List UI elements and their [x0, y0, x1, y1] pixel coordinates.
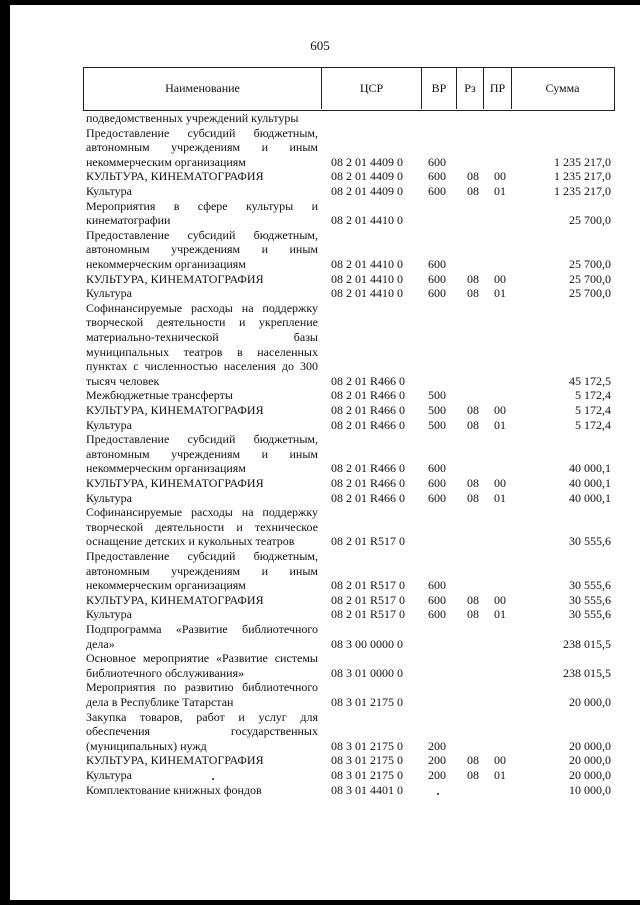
row-name	[86, 476, 318, 491]
row-vr: 200	[428, 738, 446, 753]
row-sum: 45 172,5	[569, 373, 611, 388]
row-sum: 20 000,0	[569, 738, 611, 753]
row-name	[86, 403, 318, 418]
table-row	[0, 228, 640, 272]
row-name	[86, 432, 318, 476]
row-sum: 1 235 217,0	[554, 154, 611, 169]
row-name-line: творческой деятельности и техническое	[86, 519, 318, 534]
row-csr: 08 2 01 R466 0	[331, 490, 406, 505]
header-name: Наименование	[165, 81, 240, 95]
row-name-line: тысяч человек	[86, 373, 160, 388]
table-row	[0, 301, 640, 389]
row-pr: 00	[494, 169, 506, 184]
row-csr: 08 2 01 R466 0	[331, 388, 406, 403]
row-name	[86, 301, 318, 389]
row-name-line: Предоставление субсидий бюджетным,	[86, 549, 318, 563]
row-vr: 600	[428, 461, 446, 476]
table-row	[0, 491, 640, 506]
row-sum: 238 015,5	[563, 665, 611, 680]
row-rz: 08	[467, 607, 479, 622]
row-csr: 08 2 01 R466 0	[331, 373, 406, 388]
header-sum: Сумма	[545, 81, 580, 95]
row-vr: 500	[428, 388, 446, 403]
table-row	[0, 272, 640, 287]
row-csr: 08 2 01 R466 0	[331, 417, 406, 432]
row-rz: 08	[467, 286, 479, 301]
row-name	[86, 593, 318, 608]
row-csr: 08 2 01 R466 0	[331, 461, 406, 476]
row-vr: 200	[428, 753, 446, 768]
scan-edge-bottom	[0, 900, 640, 905]
table-row	[0, 783, 640, 798]
row-name-line: Культура	[86, 184, 132, 198]
row-name	[86, 388, 318, 403]
table-row	[0, 593, 640, 608]
row-name	[86, 199, 318, 228]
row-csr: 08 2 01 4410 0	[331, 256, 403, 271]
row-sum: 30 555,6	[569, 534, 611, 549]
row-sum: 5 172,4	[575, 403, 611, 417]
scan-speck	[437, 793, 439, 795]
row-csr: 08 2 01 4410 0	[331, 213, 403, 228]
row-name-line: автономным учреждениям и иным	[86, 563, 318, 578]
table-row	[0, 199, 640, 228]
row-name-line: Культура	[86, 286, 132, 301]
row-vr: 600	[428, 607, 446, 622]
row-csr: 08 2 01 R517 0	[331, 607, 406, 622]
row-name-line: оснащение детских и кукольных театров	[86, 534, 295, 549]
row-name	[86, 622, 318, 651]
row-csr: 08 3 01 0000 0	[331, 665, 403, 680]
table-row	[0, 651, 640, 680]
row-name-line: Закупка товаров, работ и услуг для	[86, 709, 318, 724]
row-csr: 08 2 01 4409 0	[331, 184, 403, 198]
row-name	[86, 505, 318, 549]
row-name	[86, 607, 318, 622]
row-name-line: дела в Республике Татарстан	[86, 694, 234, 709]
row-name	[86, 184, 318, 199]
row-name-line: кинематографии	[86, 213, 171, 228]
row-name-line: Софинансируемые расходы на поддержку	[86, 300, 318, 315]
table-row	[0, 111, 640, 126]
row-vr: 600	[428, 286, 446, 301]
row-sum: 30 555,6	[569, 607, 611, 622]
row-vr: 600	[428, 154, 446, 169]
table-row	[0, 169, 640, 184]
table-row	[0, 432, 640, 476]
row-vr: 600	[428, 592, 446, 607]
row-name-line: Предоставление субсидий бюджетным,	[86, 125, 318, 140]
row-vr: 500	[428, 417, 446, 432]
row-csr: 08 3 01 2175 0	[331, 694, 403, 709]
row-name-line: КУЛЬТУРА, КИНЕМАТОГРАФИЯ	[86, 169, 264, 184]
row-pr: 01	[494, 490, 506, 505]
table-row	[0, 607, 640, 622]
row-sum: 40 000,1	[569, 490, 611, 505]
row-name-line: КУЛЬТУРА, КИНЕМАТОГРАФИЯ	[86, 592, 264, 607]
row-vr: 600	[428, 184, 446, 198]
header-csr: ЦСР	[359, 81, 384, 95]
row-pr: 01	[494, 286, 506, 301]
row-pr: 00	[494, 476, 506, 490]
row-rz: 08	[467, 753, 479, 768]
row-csr: 08 2 01 4410 0	[331, 271, 403, 286]
table-row	[0, 126, 640, 170]
row-name-line: КУЛЬТУРА, КИНЕМАТОГРАФИЯ	[86, 271, 264, 286]
row-name-line: дела»	[86, 636, 115, 651]
row-name-line: Мероприятия по развитию библиотечного	[86, 680, 318, 695]
row-name	[86, 111, 318, 126]
table-row	[0, 184, 640, 199]
row-rz: 08	[467, 592, 479, 607]
row-name	[86, 491, 318, 506]
table-row	[0, 710, 640, 754]
row-name-line: автономным учреждениям и иным	[86, 140, 318, 155]
row-rz: 08	[467, 184, 479, 198]
row-sum: 20 000,0	[569, 768, 611, 782]
row-sum: 25 700,0	[569, 256, 611, 271]
row-csr: 08 3 00 0000 0	[331, 636, 403, 651]
row-sum: 40 000,1	[569, 461, 611, 476]
row-rz: 08	[467, 476, 479, 490]
row-name-line: Основное мероприятие «Развитие системы	[86, 651, 318, 666]
row-name-line: (муниципальных) нужд	[86, 738, 207, 753]
row-rz: 08	[467, 403, 479, 417]
table-row	[0, 768, 640, 783]
row-name-line: Межбюджетные трансферты	[86, 388, 233, 403]
row-csr: 08 2 01 4410 0	[331, 286, 403, 301]
row-csr: 08 2 01 R517 0	[331, 592, 406, 607]
row-name	[86, 169, 318, 184]
row-csr: 08 2 01 4409 0	[331, 169, 403, 184]
table-row	[0, 622, 640, 651]
row-name-line: Комплектование книжных фондов	[86, 782, 262, 797]
row-pr: 01	[494, 417, 506, 432]
row-csr: 08 2 01 R517 0	[331, 578, 406, 593]
row-name-line: Предоставление субсидий бюджетным,	[86, 432, 318, 447]
row-vr: 600	[428, 169, 446, 184]
row-name-line: КУЛЬТУРА, КИНЕМАТОГРАФИЯ	[86, 403, 264, 417]
header-rz: Рз	[464, 81, 476, 95]
row-vr: 600	[428, 256, 446, 271]
row-sum: 25 700,0	[569, 213, 611, 228]
row-name-line: некоммерческим организациям	[86, 461, 246, 476]
row-name-line: материально-технической базы	[86, 329, 318, 344]
row-name-line: Софинансируемые расходы на поддержку	[86, 505, 318, 520]
row-name-line: КУЛЬТУРА, КИНЕМАТОГРАФИЯ	[86, 753, 264, 768]
row-pr: 00	[494, 271, 506, 286]
row-rz: 08	[467, 490, 479, 505]
row-name-line: Предоставление субсидий бюджетным,	[86, 227, 318, 242]
row-sum: 5 172,4	[575, 388, 611, 403]
row-name-line: подведомственных учреждений культуры	[86, 111, 299, 125]
row-name	[86, 418, 318, 433]
row-rz: 08	[467, 271, 479, 286]
row-pr: 00	[494, 592, 506, 607]
row-sum: 1 235 217,0	[554, 169, 611, 184]
row-name-line: пунктах с численностью населения до 300	[86, 359, 318, 374]
row-name	[86, 680, 318, 709]
row-name-line: обеспечения государственных	[86, 724, 318, 739]
row-name-line: Культура	[86, 768, 132, 782]
header-pr: ПР	[489, 81, 506, 95]
row-pr: 01	[494, 607, 506, 622]
row-name-line: библиотечного обслуживания»	[86, 665, 245, 680]
row-csr: 08 3 01 2175 0	[331, 768, 403, 782]
row-csr: 08 2 01 R517 0	[331, 534, 406, 549]
row-name-line: муниципальных театров в населенных	[86, 344, 318, 359]
row-sum: 20 000,0	[569, 753, 611, 768]
row-sum: 1 235 217,0	[554, 184, 611, 198]
row-sum: 10 000,0	[569, 782, 611, 797]
row-name-line: некоммерческим организациям	[86, 578, 246, 593]
header-vr: ВР	[431, 81, 447, 95]
row-csr: 08 2 01 R466 0	[331, 403, 406, 417]
row-name	[86, 768, 318, 783]
row-name	[86, 228, 318, 272]
row-csr: 08 3 01 2175 0	[331, 738, 403, 753]
row-sum: 40 000,1	[569, 476, 611, 490]
row-sum: 30 555,6	[569, 592, 611, 607]
row-sum: 5 172,4	[575, 417, 611, 432]
row-name-line: КУЛЬТУРА, КИНЕМАТОГРАФИЯ	[86, 476, 264, 490]
row-name-line: некоммерческим организациям	[86, 154, 246, 169]
table-row	[0, 476, 640, 491]
row-name-line: Культура	[86, 490, 132, 505]
row-name-line: автономным учреждениям и иным	[86, 446, 318, 461]
row-name-line: Культура	[86, 417, 132, 432]
scan-edge-top	[0, 0, 640, 5]
row-vr: 600	[428, 578, 446, 593]
row-pr: 01	[494, 768, 506, 782]
row-pr: 01	[494, 184, 506, 198]
row-sum: 30 555,6	[569, 578, 611, 593]
row-sum: 238 015,5	[563, 636, 611, 651]
row-sum: 25 700,0	[569, 286, 611, 301]
row-name	[86, 783, 318, 798]
row-name	[86, 286, 318, 301]
table-row	[0, 286, 640, 301]
row-rz: 08	[467, 417, 479, 432]
row-name	[86, 272, 318, 287]
table-row	[0, 388, 640, 403]
row-rz: 08	[467, 768, 479, 782]
row-name-line: Мероприятия в сфере культуры и	[86, 198, 318, 213]
table-row	[0, 505, 640, 549]
row-pr: 00	[494, 403, 506, 417]
table-row	[0, 403, 640, 418]
row-name-line: автономным учреждениям и иным	[86, 242, 318, 257]
row-name	[86, 651, 318, 680]
row-rz: 08	[467, 169, 479, 184]
row-csr: 08 2 01 4409 0	[331, 154, 403, 169]
row-vr: 600	[428, 476, 446, 490]
scan-speck	[212, 778, 214, 780]
table-row	[0, 418, 640, 433]
row-name	[86, 710, 318, 754]
row-vr: 500	[428, 403, 446, 417]
row-pr: 00	[494, 753, 506, 768]
row-name	[86, 753, 318, 768]
row-vr: 600	[428, 271, 446, 286]
page-number: 605	[310, 38, 330, 53]
row-vr: 600	[428, 490, 446, 505]
table-row	[0, 753, 640, 768]
row-csr: 08 3 01 2175 0	[331, 753, 403, 768]
row-csr: 08 3 01 4401 0	[331, 782, 403, 797]
row-sum: 25 700,0	[569, 271, 611, 286]
row-vr: 200	[428, 768, 446, 782]
table-row	[0, 549, 640, 593]
table-row	[0, 680, 640, 709]
row-name-line: Культура	[86, 607, 132, 622]
row-name-line: некоммерческим организациям	[86, 256, 246, 271]
row-name	[86, 126, 318, 170]
row-name-line: Подпрограмма «Развитие библиотечного	[86, 622, 318, 636]
row-name	[86, 549, 318, 593]
row-sum: 20 000,0	[569, 694, 611, 709]
row-name-line: творческой деятельности и укрепление	[86, 315, 318, 330]
row-csr: 08 2 01 R466 0	[331, 476, 406, 490]
